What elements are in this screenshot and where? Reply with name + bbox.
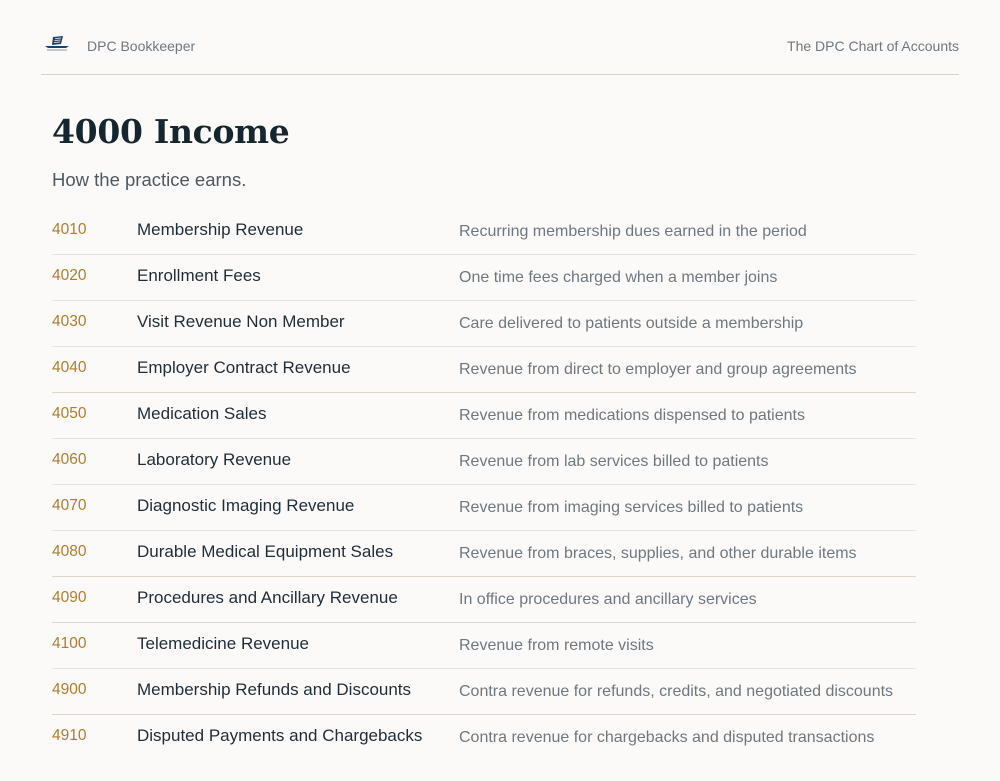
account-name: Disputed Payments and Chargebacks [137, 726, 423, 745]
table-row [52, 301, 916, 347]
account-code: 4090 [52, 589, 87, 606]
account-description: Revenue from medications dispensed to patients [459, 407, 805, 424]
account-description: One time fees charged when a member joins [459, 269, 778, 286]
page-header [41, 0, 959, 75]
account-description: Revenue from braces, supplies, and other durable items [459, 545, 857, 562]
account-name: Enrollment Fees [137, 266, 261, 285]
account-code: 4100 [52, 635, 87, 652]
table-row [52, 531, 916, 577]
account-code: 4010 [52, 221, 87, 238]
account-name: Membership Refunds and Discounts [137, 680, 412, 699]
table-row [52, 485, 916, 531]
account-description: Revenue from direct to employer and group agreements [459, 361, 857, 378]
account-name: Diagnostic Imaging Revenue [137, 496, 355, 515]
table-row [52, 715, 916, 760]
table-row [52, 669, 916, 715]
account-code: 4020 [52, 267, 87, 284]
section-title: 4000 Income [52, 112, 290, 151]
table-row [52, 209, 916, 255]
account-code: 4040 [52, 359, 87, 376]
account-name: Telemedicine Revenue [137, 634, 309, 653]
table-row [52, 577, 916, 623]
account-name: Durable Medical Equipment Sales [137, 542, 394, 561]
account-description: Care delivered to patients outside a membership [459, 315, 804, 332]
account-name: Medication Sales [137, 404, 267, 423]
table-row [52, 347, 916, 393]
account-description: Recurring membership dues earned in the period [459, 223, 807, 240]
account-description: Revenue from lab services billed to patients [459, 453, 769, 470]
account-code: 4050 [52, 405, 87, 422]
account-code: 4070 [52, 497, 87, 514]
account-code: 4030 [52, 313, 87, 330]
account-description: Contra revenue for refunds, credits, and negotiated discounts [459, 683, 894, 700]
account-name: Visit Revenue Non Member [137, 312, 345, 331]
account-name: Employer Contract Revenue [137, 358, 351, 377]
ship-logo-icon [43, 35, 71, 51]
account-name: Procedures and Ancillary Revenue [137, 588, 398, 607]
brand-name: DPC Bookkeeper [87, 38, 196, 54]
account-description: Revenue from imaging services billed to patients [459, 499, 804, 516]
account-description: Contra revenue for chargebacks and disputed transactions [459, 729, 875, 746]
table-row [52, 439, 916, 485]
account-code: 4060 [52, 451, 87, 468]
account-description: Revenue from remote visits [459, 637, 654, 654]
section-subtitle: How the practice earns. [52, 169, 247, 190]
account-description: In office procedures and ancillary services [459, 591, 757, 608]
accounts-table [52, 209, 916, 760]
document-title: The DPC Chart of Accounts [787, 38, 959, 54]
account-code: 4900 [52, 681, 87, 698]
account-name: Laboratory Revenue [137, 450, 292, 469]
table-row [52, 393, 916, 439]
account-code: 4080 [52, 543, 87, 560]
table-row [52, 255, 916, 301]
account-code: 4910 [52, 727, 87, 744]
table-row [52, 623, 916, 669]
account-name: Membership Revenue [137, 220, 304, 239]
